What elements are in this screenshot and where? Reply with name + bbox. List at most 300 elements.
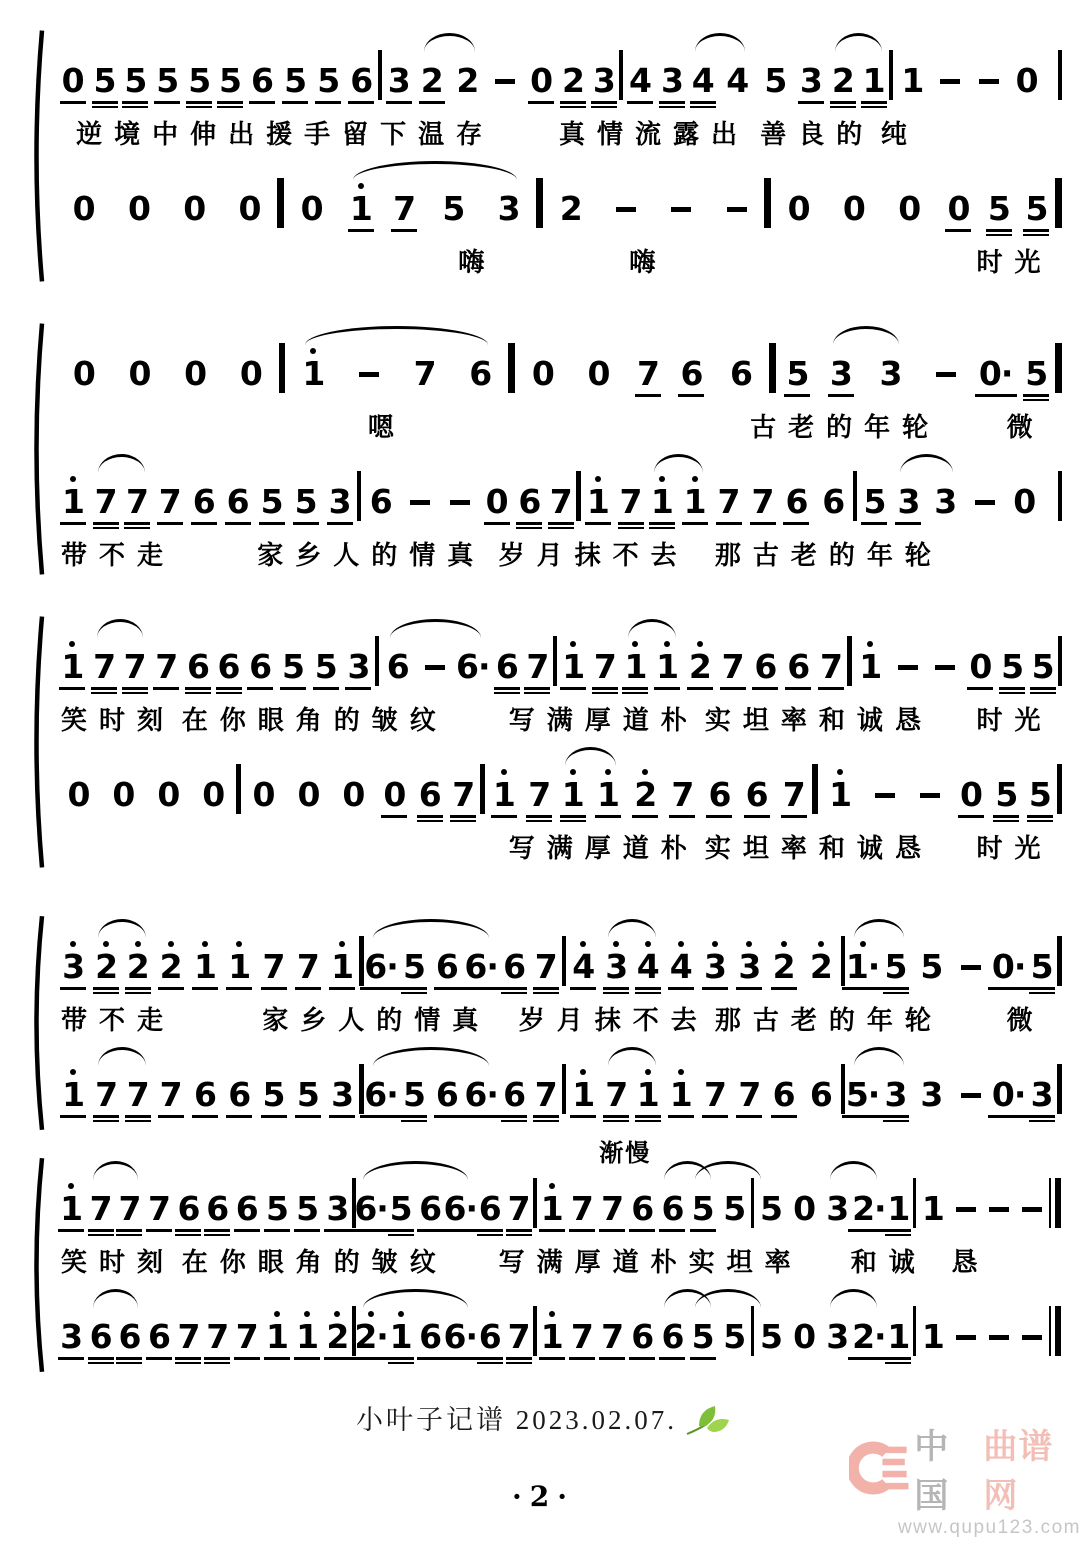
underline-zone [975, 392, 1017, 405]
underline-zone [899, 99, 925, 112]
duration-underline [226, 987, 252, 990]
duration-underline [491, 815, 517, 818]
note-digit [956, 1319, 976, 1355]
note [291, 1064, 325, 1126]
duration-underline [736, 1115, 762, 1118]
duration-underline [635, 394, 661, 397]
underline-zone [93, 1113, 119, 1126]
note-digit: 0 [67, 775, 90, 814]
lyric-segment: 逆境中伸出援手留下温存 [76, 119, 495, 149]
underline-zone [690, 99, 716, 112]
note [1023, 764, 1057, 826]
duration-underline [494, 687, 520, 690]
note [452, 343, 508, 405]
note-digit [410, 484, 430, 520]
duration-underline [360, 987, 402, 990]
lyric-segment: 岁月抹不去 [498, 540, 689, 570]
duration-underline [450, 815, 476, 818]
note-digit: 6 [147, 1317, 170, 1356]
underline-zone [157, 520, 183, 533]
duration-underline [570, 1115, 596, 1118]
duration-underline [204, 1362, 230, 1365]
note-digit: 5 [764, 61, 787, 100]
note-digit: 0· [978, 354, 1013, 393]
note [325, 1064, 359, 1126]
duration-underline [635, 1115, 661, 1118]
note [245, 50, 278, 112]
note-digit: 1 [492, 775, 515, 814]
duration-dash [918, 343, 974, 405]
lyric-segment: 嗨 [629, 247, 668, 277]
underline-zone [315, 99, 341, 112]
underline-zone [771, 985, 797, 998]
score-system [30, 616, 1062, 872]
underline-zone [932, 520, 958, 533]
note [188, 1064, 222, 1126]
rest-note [284, 178, 339, 240]
note-digit: 1 [669, 1075, 692, 1114]
note [522, 764, 556, 826]
note [255, 471, 289, 533]
duration-underline [381, 815, 407, 818]
duration-underline [516, 527, 542, 530]
note [285, 343, 341, 405]
duration-underline [185, 687, 211, 690]
note [581, 471, 615, 533]
duration-underline [217, 106, 243, 109]
duration-underline [60, 101, 86, 104]
score-system [30, 30, 1062, 286]
underline-zone [986, 1355, 1012, 1368]
note-digit: 5 [1028, 775, 1051, 814]
underline-zone [635, 1113, 661, 1126]
slur-arc [835, 33, 882, 52]
note [379, 636, 417, 698]
note-digit: 7 [819, 647, 842, 686]
note [56, 1178, 86, 1240]
rest-note [525, 50, 558, 112]
note [857, 471, 891, 533]
underline-zone [192, 985, 218, 998]
note-digit [495, 63, 515, 99]
lyric-segment: 在你眼角的皱纹 [181, 1247, 448, 1277]
duration-underline [885, 1234, 911, 1237]
dash-glyph [450, 500, 470, 505]
dash-glyph [1022, 1207, 1042, 1212]
underline-zone [721, 1227, 747, 1240]
note [289, 471, 323, 533]
note [56, 636, 89, 698]
rest-note [101, 764, 146, 826]
duration-underline [524, 692, 550, 695]
rest-note [882, 178, 937, 240]
duration-underline [259, 522, 285, 525]
note-digit: 7 [507, 1317, 530, 1356]
duration-underline [125, 1120, 151, 1123]
lyric-segment: 笑时刻 [61, 705, 176, 735]
underline-zone [295, 1113, 321, 1126]
underline-zone [217, 99, 243, 112]
duration-underline [986, 229, 1012, 232]
slur-arc [695, 1161, 761, 1180]
barline [1058, 50, 1062, 100]
note [1018, 178, 1056, 240]
underline-zone [953, 1355, 979, 1368]
underline-zone [841, 227, 867, 240]
underline-zone [1023, 392, 1049, 405]
underline-zone [1029, 1113, 1055, 1126]
duration-dash [440, 471, 480, 533]
slur-arc [93, 1289, 138, 1308]
duration-underline [234, 1357, 260, 1360]
duration-underline [88, 1234, 114, 1237]
duration-underline [91, 687, 117, 690]
note-digit [616, 191, 636, 227]
lyric-segment: 微 [1006, 412, 1045, 442]
staff-line [56, 744, 1062, 864]
note-row [56, 916, 1062, 998]
note [597, 1178, 627, 1240]
note [222, 1064, 256, 1126]
note-digit: 4 [726, 61, 749, 100]
duration-underline [92, 101, 118, 104]
note-digit: 6 [822, 482, 845, 521]
underline-zone [736, 985, 762, 998]
underline-zone [591, 99, 617, 112]
duration-underline [116, 1362, 142, 1365]
note-row [56, 744, 1062, 826]
high-octave-dot [692, 476, 698, 482]
duration-underline [386, 101, 412, 104]
underline-zone [842, 1113, 884, 1126]
duration-underline [477, 1362, 503, 1365]
leaf-icon [685, 1404, 731, 1438]
note-digit: 6 [350, 61, 373, 100]
duration-underline [450, 820, 476, 823]
duration-underline [895, 522, 921, 525]
note [880, 1064, 912, 1126]
rest-note [56, 764, 101, 826]
note [530, 936, 562, 998]
underline-zone [976, 99, 1002, 112]
note [188, 936, 222, 998]
duration-underline [293, 522, 319, 525]
note [292, 1306, 322, 1368]
underline-zone [158, 1113, 184, 1126]
note [322, 1306, 352, 1368]
barline [536, 178, 543, 228]
note-digit: 6 [631, 1317, 654, 1356]
note-digit: 0 [587, 354, 610, 393]
note [884, 1306, 913, 1368]
note-digit: 7 [393, 189, 416, 228]
underline-zone [71, 227, 97, 240]
rest-note [146, 764, 191, 826]
note-digit: 0 [898, 189, 921, 228]
page-number: ·2· [512, 1480, 575, 1513]
lyric-segment: 家乡人的情真 [262, 1005, 491, 1035]
barline [508, 343, 515, 393]
note-digit: 6 [250, 61, 273, 100]
note [782, 636, 815, 698]
note [232, 1306, 262, 1368]
duration-underline [401, 992, 427, 995]
duration-underline [750, 522, 776, 525]
note-digit: 7 [704, 1075, 726, 1114]
note [325, 936, 359, 998]
note-digit: 7 [123, 647, 146, 686]
duration-underline [945, 229, 971, 232]
duration-underline [682, 522, 708, 525]
underline-zone [200, 813, 226, 826]
underline-zone [585, 520, 611, 533]
duration-underline [125, 1115, 151, 1118]
underline-zone [539, 1355, 565, 1368]
duration-underline [146, 1357, 172, 1360]
note-digit: 6 [435, 947, 458, 986]
system-brace [26, 28, 46, 284]
note [120, 50, 151, 112]
underline-zone [783, 520, 809, 533]
note-digit: 3 [592, 61, 615, 100]
rest-note [111, 178, 166, 240]
note [623, 50, 656, 112]
underline-zone [1029, 985, 1055, 998]
slur-arc [900, 454, 953, 473]
duration-underline [744, 815, 770, 818]
duration-dash [1016, 1178, 1049, 1240]
slur-arc [854, 919, 904, 938]
note-digit: 0 [1013, 482, 1036, 521]
duration-underline [282, 101, 308, 104]
underline-zone [560, 813, 586, 826]
duration-underline [360, 1115, 402, 1118]
note [115, 1306, 144, 1368]
underline-zone [1011, 520, 1037, 533]
note-digit: 7 [452, 775, 475, 814]
note [153, 936, 187, 998]
duration-underline [526, 815, 552, 818]
note-digit: 2 [159, 947, 182, 986]
note-digit: 7 [549, 482, 572, 521]
note [776, 343, 819, 405]
duration-underline [548, 527, 574, 530]
underline-zone [294, 1227, 320, 1240]
duration-underline [324, 1229, 350, 1232]
underline-zone [986, 227, 1012, 240]
note-digit: 1 [193, 947, 216, 986]
duration-underline [784, 394, 810, 397]
duration-underline [592, 692, 618, 695]
note-digit: 1 [389, 1317, 412, 1356]
note [713, 343, 769, 405]
note-digit: 1 [636, 1075, 659, 1114]
note-digit [898, 649, 918, 685]
duration-underline [216, 687, 242, 690]
duration-underline [506, 1357, 532, 1360]
high-octave-dot [645, 1069, 651, 1075]
underline-zone [820, 520, 846, 533]
note [122, 936, 154, 998]
duration-underline [93, 522, 119, 525]
underline-zone [295, 985, 321, 998]
duration-underline [885, 1362, 911, 1365]
duration-underline [526, 820, 552, 823]
lyric-segment: 家乡人的情真 [257, 540, 486, 570]
underline-zone [388, 1355, 414, 1368]
underline-zone [724, 99, 750, 112]
note-row [56, 1044, 1062, 1126]
underline-zone [238, 392, 264, 405]
rest-note [222, 178, 277, 240]
underline-zone [58, 1227, 84, 1240]
note-digit: 5 [124, 61, 147, 100]
note-digit: 5 [691, 1317, 714, 1356]
note-digit: 4 [691, 61, 714, 100]
system-lines [56, 916, 1062, 1126]
slur-arc [98, 454, 145, 473]
duration-underline [603, 1120, 629, 1123]
duration-underline [388, 1229, 414, 1232]
duration-underline [999, 687, 1025, 690]
score-system [30, 323, 1062, 579]
note-digit: 5 [93, 61, 116, 100]
note-digit: 2 [456, 61, 479, 100]
note [498, 1064, 530, 1126]
lyric-segment: 那古老的年轮 [714, 1005, 943, 1035]
barline [1057, 936, 1062, 986]
note-digit: 6 [495, 647, 518, 686]
note-digit: 1 [572, 1075, 595, 1114]
duration-underline [629, 1229, 655, 1232]
note [151, 50, 184, 112]
note [620, 636, 651, 698]
duration-dash [951, 1064, 991, 1126]
underline-zone [407, 520, 433, 533]
note-digit: 7 [126, 1075, 149, 1114]
underline-zone [226, 1113, 252, 1126]
underline-zone [533, 1113, 559, 1126]
staff-line [56, 916, 1062, 1036]
underline-zone [958, 1113, 984, 1126]
underline-zone [818, 685, 844, 698]
duration-underline [603, 992, 629, 995]
underline-zone [668, 985, 694, 998]
rest-note [286, 764, 331, 826]
duration-underline [830, 106, 856, 109]
duration-underline [295, 1115, 321, 1118]
duration-underline [204, 1357, 230, 1360]
underline-zone [560, 99, 586, 112]
note-digit [727, 191, 747, 227]
underline-zone [558, 227, 584, 240]
note-digit: 5 [759, 1317, 782, 1356]
duration-underline [883, 1120, 909, 1123]
underline-zone [750, 520, 776, 533]
underline-zone [721, 1355, 747, 1368]
duration-underline [204, 1234, 230, 1237]
duration-underline [539, 1229, 565, 1232]
duration-underline [861, 522, 887, 525]
note-digit: 5 [262, 1075, 285, 1114]
duration-underline [477, 1234, 503, 1237]
note-digit [989, 1191, 1009, 1227]
note [398, 936, 430, 998]
note-digit: 1 [302, 354, 325, 393]
underline-zone [59, 685, 85, 698]
note-digit: 0 [202, 775, 225, 814]
note [990, 764, 1024, 826]
note [115, 1178, 144, 1240]
duration-underline [818, 687, 844, 690]
underline-zone [585, 392, 611, 405]
lyric-segment: 时光 [976, 833, 1053, 863]
note [670, 343, 713, 405]
note-row [56, 451, 1062, 533]
duration-underline [124, 522, 150, 525]
note-digit: 0 [157, 775, 180, 814]
duration-underline [204, 1229, 230, 1232]
high-octave-dot [69, 641, 75, 647]
duration-underline [687, 687, 713, 690]
note-digit: 6 [772, 1075, 795, 1114]
duration-underline [261, 1115, 287, 1118]
underline-zone [526, 813, 552, 826]
staff-line [56, 1044, 1062, 1126]
duration-underline [830, 101, 856, 104]
note-digit: 0 [530, 61, 553, 100]
note-digit: 7 [177, 1317, 200, 1356]
dash-glyph [359, 372, 379, 377]
lyric-segment: 写满厚道朴 [508, 705, 699, 735]
note [779, 471, 813, 533]
duration-underline [501, 1115, 527, 1118]
underline-zone [122, 99, 148, 112]
note [122, 1064, 154, 1126]
underline-zone [659, 1227, 685, 1240]
note-digit: 7 [95, 1075, 118, 1114]
underline-zone [234, 1355, 260, 1368]
note-digit: 0 [842, 189, 865, 228]
staff-line [56, 30, 1062, 150]
duration-underline [434, 987, 460, 990]
underline-zone [450, 813, 476, 826]
underline-zone [967, 685, 993, 698]
duration-underline [599, 1357, 625, 1360]
note [292, 1178, 322, 1240]
duration-underline [659, 106, 685, 109]
underline-zone [93, 985, 119, 998]
note-digit: 1 [62, 482, 84, 521]
underline-zone [175, 1227, 201, 1240]
duration-underline [533, 1120, 559, 1123]
note [557, 636, 590, 698]
duration-underline [93, 987, 119, 990]
duration-dash [949, 1178, 982, 1240]
underline-zone [861, 520, 887, 533]
underline-zone [895, 520, 921, 533]
slur-arc [628, 619, 676, 638]
underline-zone [649, 520, 675, 533]
high-octave-dot [781, 941, 787, 947]
duration-underline [783, 522, 809, 525]
duration-underline [533, 1115, 559, 1118]
duration-underline [315, 101, 341, 104]
note-digit: 3 [897, 482, 920, 521]
note-digit: 6 [386, 647, 409, 686]
duration-underline [217, 101, 243, 104]
duration-underline [883, 1115, 909, 1118]
